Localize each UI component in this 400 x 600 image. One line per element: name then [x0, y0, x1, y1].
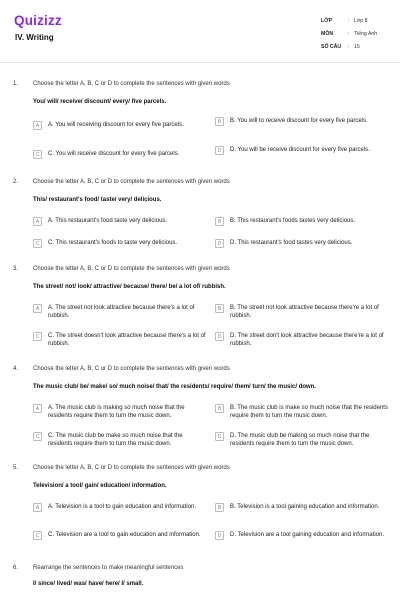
- option-text: B. You will to receive discount for every five parcels.: [230, 118, 368, 124]
- question-instruction: Rearrange the sentences to make meaningful sentences: [33, 565, 184, 571]
- option-d[interactable]: [215, 239, 390, 248]
- option-text: C. Television are a tool to gain education and information.: [48, 532, 201, 538]
- worksheet-header: [0, 0, 400, 62]
- option-text: C. This restaurant's foods to taste very delicious.: [48, 240, 178, 246]
- meta-label: SỐ CÂU: [321, 44, 342, 50]
- option-text: B. The street not look attractive because there're a lot of rubbish.: [230, 305, 379, 319]
- question-number: 4.: [13, 366, 19, 372]
- question-prompt: The street/ not/ look/ attractive/ because/ there/ be/ a lot of/ rubbish.: [33, 284, 226, 290]
- question-prompt: I/ since/ lived/ was/ have/ here/ I/ small.: [33, 581, 144, 587]
- option-a[interactable]: [33, 404, 208, 420]
- option-b[interactable]: [215, 404, 390, 420]
- option-letter-box: D: [215, 239, 224, 248]
- option-text: D. The street don't look attractive because there're a lot of rubbish.: [230, 333, 384, 347]
- question-prompt: This/ restaurant's food/ taste/ very/ delicious.: [33, 197, 162, 203]
- question-prompt: The music club/ be/ make/ so/ much noise/ that/ the residents/ require/ them/ turn/ the music/ down.: [33, 384, 317, 390]
- meta-row-class: LỚP : Lớp 8: [321, 15, 391, 28]
- meta-row-count: SỐ CÂU : 15: [321, 41, 391, 54]
- option-b[interactable]: [215, 217, 390, 226]
- option-letter-box: C: [33, 432, 42, 441]
- option-c[interactable]: [33, 531, 208, 540]
- question-instruction: Choose the letter A, B, C or D to complete the sentences with given words: [33, 179, 230, 185]
- option-letter-box: C: [33, 239, 42, 248]
- header-divider: [0, 62, 400, 63]
- question-number: 6.: [13, 565, 19, 571]
- option-c[interactable]: [33, 150, 208, 159]
- option-d[interactable]: [215, 146, 390, 155]
- question-number: 1.: [13, 81, 19, 87]
- option-letter-box: D: [215, 432, 224, 441]
- meta-value: 15: [354, 44, 360, 50]
- meta-value: Lớp 8: [354, 18, 368, 24]
- question-instruction: Choose the letter A, B, C or D to complete the sentences with given words: [33, 81, 230, 87]
- meta-label: MÔN: [321, 31, 334, 37]
- option-letter-box: B: [215, 304, 224, 313]
- option-a[interactable]: [33, 304, 208, 320]
- option-a[interactable]: [33, 121, 208, 130]
- option-a[interactable]: [33, 217, 208, 226]
- question-number: 3.: [13, 266, 19, 272]
- option-letter-box: B: [215, 217, 224, 226]
- question-instruction: Choose the letter A, B, C or D to complete the sentences with given words: [33, 366, 230, 372]
- option-b[interactable]: [215, 117, 390, 126]
- option-text: B. Television is a tool gaining education and information.: [230, 504, 380, 510]
- option-letter-box: B: [215, 404, 224, 413]
- option-c[interactable]: [33, 432, 208, 448]
- option-letter-box: A: [33, 217, 42, 226]
- option-letter-box: C: [33, 150, 42, 159]
- option-letter-box: C: [33, 531, 42, 540]
- option-letter-box: B: [215, 117, 224, 126]
- option-a[interactable]: [33, 503, 208, 512]
- option-letter-box: A: [33, 304, 42, 313]
- option-text: D. You will be receive discount for every five parcels.: [230, 147, 370, 153]
- option-letter-box: D: [215, 146, 224, 155]
- option-d[interactable]: [215, 432, 390, 448]
- option-letter-box: B: [215, 503, 224, 512]
- option-text: D. The music club be making so much noise that the residents require them to turn the music down.: [230, 433, 370, 447]
- option-text: C. You will receive discount for every five parcels.: [48, 151, 180, 157]
- option-text: C. The street doesn't look attractive because there's a lot of rubbish.: [48, 333, 206, 347]
- option-text: D. Television are a tool gaining education and information.: [230, 532, 384, 538]
- option-text: B. The music club is make so much noise that the residents require them to turn the music down.: [230, 405, 388, 419]
- option-d[interactable]: [215, 332, 390, 348]
- option-letter-box: A: [33, 404, 42, 413]
- quizizz-logo: Quizizz: [14, 13, 62, 28]
- option-letter-box: D: [215, 332, 224, 341]
- option-c[interactable]: [33, 332, 208, 348]
- worksheet-meta: [321, 15, 391, 54]
- question-prompt: You/ will/ receive/ discount/ every/ five parcels.: [33, 99, 167, 105]
- question-instruction: Choose the letter A, B, C or D to complete the sentences with given words: [33, 465, 230, 471]
- option-text: A. The music club is making so much noise that the residents require them to turn the music down.: [48, 405, 185, 419]
- question-instruction: Choose the letter A, B, C or D to complete the sentences with given words: [33, 266, 230, 272]
- option-b[interactable]: [215, 304, 390, 320]
- option-text: A. The street not look attractive because there's a lot of rubbish.: [48, 305, 195, 319]
- question-number: 5.: [13, 465, 19, 471]
- option-d[interactable]: [215, 531, 390, 540]
- option-text: A. This restaurant's food taste very delicious.: [48, 218, 168, 224]
- option-b[interactable]: [215, 503, 390, 512]
- option-text: B. This restaurant's foods tastes very delicious.: [230, 218, 356, 224]
- meta-value: Tiếng Anh: [354, 31, 378, 37]
- option-text: A. Television is a tool to gain education and information.: [48, 504, 196, 510]
- option-c[interactable]: [33, 239, 208, 248]
- section-title: IV. Writing: [15, 33, 54, 42]
- option-letter-box: A: [33, 121, 42, 130]
- meta-label: LỚP: [321, 18, 333, 24]
- question-number: 2.: [13, 179, 19, 185]
- option-text: C. The music club be make so much noise that the residents require them to turn the music down.: [48, 433, 183, 447]
- question-prompt: Television/ a tool/ gain/ education/ information.: [33, 483, 167, 489]
- meta-row-subject: MÔN : Tiếng Anh: [321, 28, 391, 41]
- option-text: A. You will receiving discount for every five parcels.: [48, 122, 184, 128]
- option-letter-box: D: [215, 531, 224, 540]
- option-letter-box: A: [33, 503, 42, 512]
- option-text: D. This restaurant's food tastes very delicious.: [230, 240, 353, 246]
- option-letter-box: C: [33, 332, 42, 341]
